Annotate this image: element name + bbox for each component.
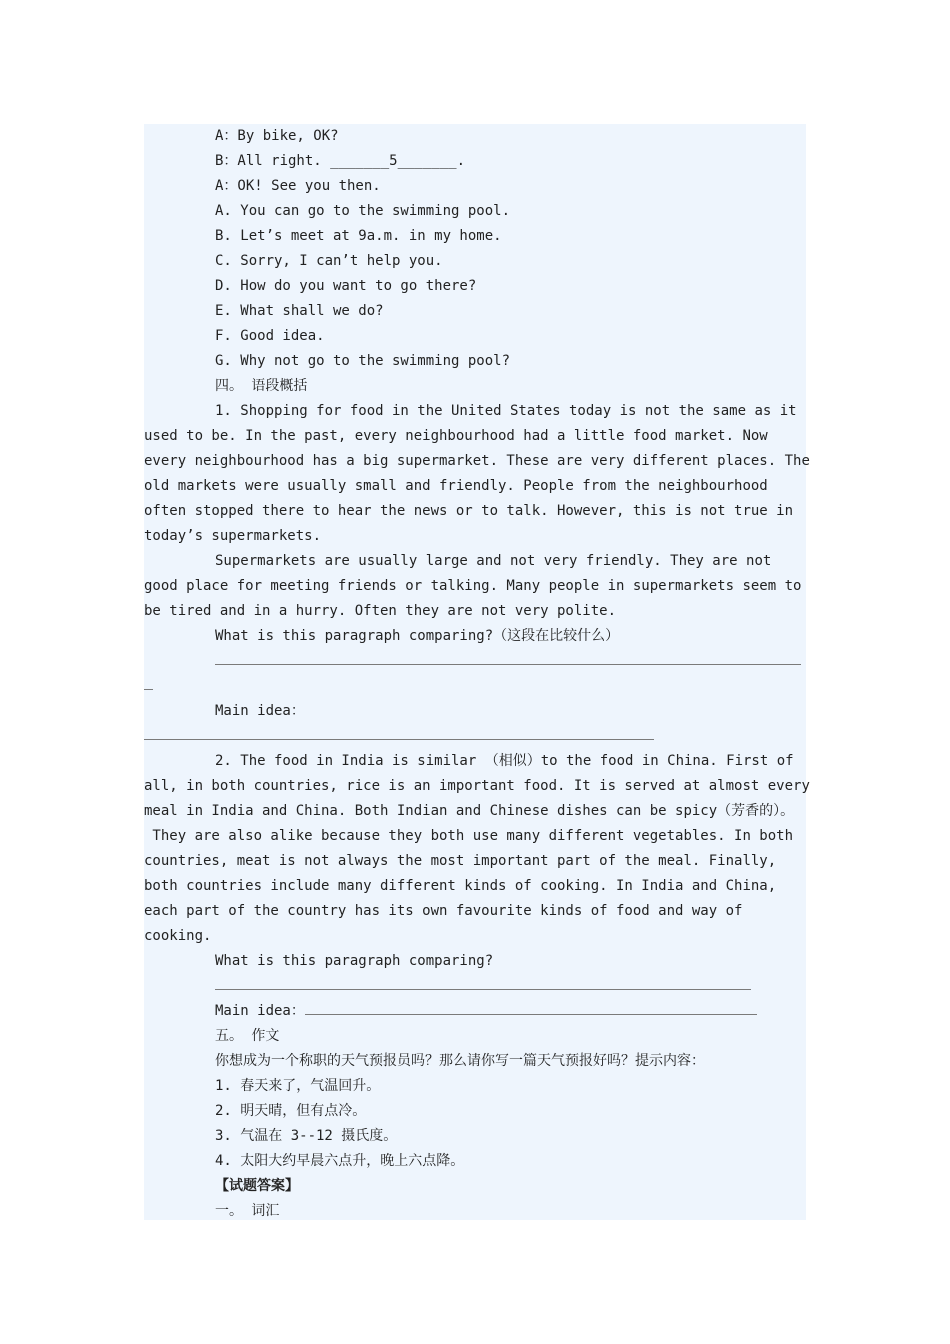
passage-line: old markets were usually small and friendly. People from the neighbourhood [144, 478, 768, 494]
passage-line: Supermarkets are usually large and not very friendly. They are not [215, 553, 772, 569]
main-idea-label: Main idea： [215, 703, 305, 719]
passage-line: 1. Shopping for food in the United States today is not the same as it [215, 403, 797, 419]
document-body [144, 124, 810, 1224]
hint-item: 2. 明天晴，但有点冷。 [215, 1103, 367, 1119]
answer-line[interactable] [144, 974, 806, 999]
dialogue-line: B：All right. _______5_______. [215, 153, 466, 169]
question-comparing: What is this paragraph comparing?（这段在比较什么） [215, 628, 620, 644]
passage-line: each part of the country has its own favourite kinds of food and way of [144, 903, 743, 919]
passage-line: every neighbourhood has a big supermarket. These are very different places. The [144, 453, 810, 469]
section-heading: 四。 语段概括 [215, 378, 308, 394]
hint-item: 3. 气温在 3--12 摄氏度。 [215, 1128, 398, 1144]
option-item: E. What shall we do? [215, 303, 384, 319]
answers-heading: 【试题答案】 [215, 1178, 299, 1194]
answers-section: 一。 词汇 [215, 1203, 280, 1219]
hint-item: 4. 太阳大约早晨六点升，晚上六点降。 [215, 1153, 465, 1169]
main-idea-label: Main idea： [215, 1003, 305, 1019]
writing-prompt: 你想成为一个称职的天气预报员吗？那么请你写一篇天气预报好吗？提示内容： [215, 1053, 705, 1069]
passage-line: today’s supermarkets. [144, 528, 322, 544]
passage-line: all, in both countries, rice is an important food. It is served at almost every [144, 778, 810, 794]
option-item: C. Sorry, I can’t help you. [215, 253, 443, 269]
passage-line: used to be. In the past, every neighbourhood had a little food market. Now [144, 428, 768, 444]
main-idea-row [144, 999, 806, 1024]
option-item: F. Good idea. [215, 328, 325, 344]
answer-line[interactable] [305, 1000, 757, 1015]
dialogue-line: A：OK! See you then. [215, 178, 381, 194]
passage-line: countries, meat is not always the most important part of the meal. Finally, [144, 853, 777, 869]
answer-line[interactable] [144, 724, 806, 749]
hint-item: 1. 春天来了，气温回升。 [215, 1078, 381, 1094]
question-comparing: What is this paragraph comparing? [215, 953, 494, 969]
passage-line: both countries include many different kinds of cooking. In India and China, [144, 878, 777, 894]
passage-line: good place for meeting friends or talking. Many people in supermarkets seem to [144, 578, 802, 594]
option-item: A. You can go to the swimming pool. [215, 203, 511, 219]
option-item: G. Why not go to the swimming pool? [215, 353, 511, 369]
dialogue-line: A：By bike, OK? [215, 128, 339, 144]
passage-line: They are also alike because they both use many different vegetables. In both [144, 828, 794, 844]
passage-line: cooking. [144, 928, 212, 944]
option-item: B. Let’s meet at 9a.m. in my home. [215, 228, 502, 244]
option-item: D. How do you want to go there? [215, 278, 477, 294]
section-heading: 五。 作文 [215, 1028, 280, 1044]
passage-line: be tired and in a hurry. Often they are not very polite. [144, 603, 617, 619]
passage-line: often stopped there to hear the news or to talk. However, this is not true in [144, 503, 794, 519]
answer-line[interactable] [144, 649, 806, 674]
passage-line: meal in India and China. Both Indian and Chinese dishes can be spicy（芳香的）。 [144, 803, 795, 819]
answer-line-continuation[interactable] [144, 674, 806, 699]
passage-line: 2. The food in India is similar （相似）to the food in China. First of [215, 753, 794, 769]
